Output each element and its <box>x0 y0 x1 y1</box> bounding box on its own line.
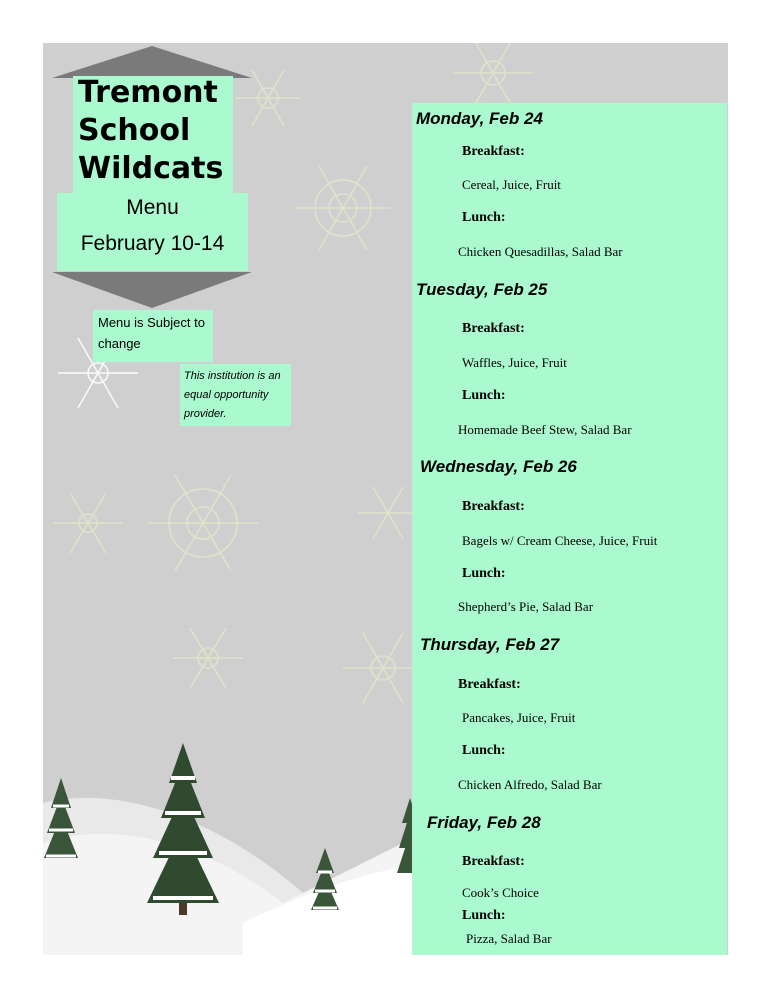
snowflake-icon <box>236 70 300 126</box>
lunch-item: Homemade Beef Stew, Salad Bar <box>458 422 632 437</box>
banner-arrow-bottom <box>52 272 252 308</box>
breakfast-label: Breakfast: <box>462 499 525 514</box>
day-heading: Monday, Feb 24 <box>416 109 543 128</box>
lunch-item: Pizza, Salad Bar <box>466 931 552 946</box>
snow-hills <box>43 798 423 955</box>
breakfast-label: Breakfast: <box>462 321 525 336</box>
day-heading: Wednesday, Feb 26 <box>420 457 577 476</box>
breakfast-item: Bagels w/ Cream Cheese, Juice, Fruit <box>462 533 658 548</box>
day-heading: Tuesday, Feb 25 <box>416 280 548 299</box>
day-heading: Friday, Feb 28 <box>427 813 541 832</box>
lunch-label: Lunch: <box>462 908 506 923</box>
lunch-label: Lunch: <box>462 743 506 758</box>
breakfast-label: Breakfast: <box>462 854 525 869</box>
snowflake-icon <box>173 628 243 688</box>
lunch-item: Chicken Quesadillas, Salad Bar <box>458 244 623 259</box>
equal-opportunity-note: This institution is an equal opportunity provider. <box>180 364 291 426</box>
breakfast-label: Breakfast: <box>458 677 521 692</box>
breakfast-item: Waffles, Juice, Fruit <box>462 355 567 370</box>
lunch-label: Lunch: <box>462 210 506 225</box>
breakfast-item: Cook’s Choice <box>462 885 539 900</box>
snowflake-icon <box>343 633 423 703</box>
subject-to-change-note: Menu is Subject to change <box>93 310 213 362</box>
menu-heading: Menu <box>126 196 179 219</box>
lunch-item: Shepherd’s Pie, Salad Bar <box>458 599 594 614</box>
breakfast-item: Cereal, Juice, Fruit <box>462 177 561 192</box>
date-range: February 10-14 <box>80 232 225 255</box>
breakfast-item: Pancakes, Juice, Fruit <box>462 710 576 725</box>
snowflake-icon <box>295 166 391 250</box>
school-name: Tremont School Wildcats <box>78 75 224 186</box>
day-heading: Thursday, Feb 27 <box>420 635 560 654</box>
lunch-item: Chicken Alfredo, Salad Bar <box>458 777 602 792</box>
snowflake-icon <box>53 493 123 553</box>
snowflake-icon <box>358 487 418 539</box>
breakfast-label: Breakfast: <box>462 144 525 159</box>
snowflake-icon <box>148 475 258 571</box>
lunch-label: Lunch: <box>462 388 506 403</box>
lunch-label: Lunch: <box>462 566 506 581</box>
snowflake-icon <box>453 43 533 108</box>
